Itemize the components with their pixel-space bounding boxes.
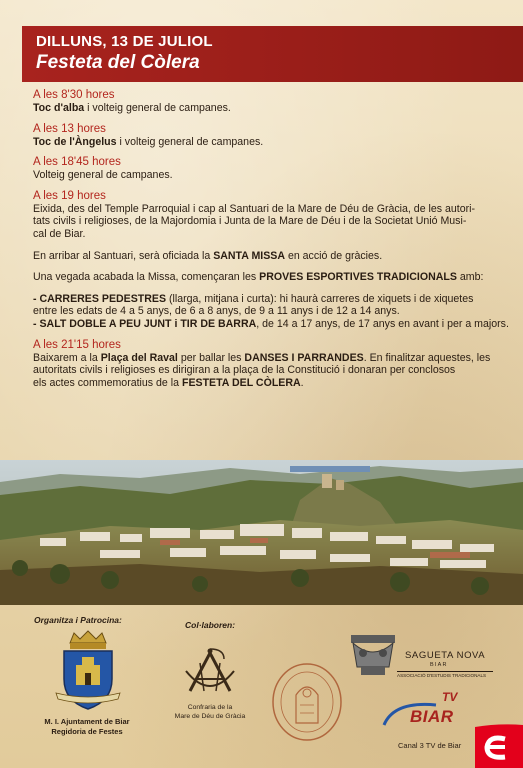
entry-text [33, 250, 513, 263]
text-span: els actes commemoratius de la [33, 376, 182, 389]
entry-highlight: Toc de l'Àngelus [33, 135, 117, 148]
text-span: Baixarem a la [33, 351, 101, 364]
text-span: . En finalitzar aquestes, les [363, 351, 491, 364]
entry-highlight: - SALT DOBLE A PEU JUNT i TIR DE BARRA [33, 317, 257, 330]
entry-text [33, 318, 513, 331]
sagueta-name: SAGUETA NOVA [405, 650, 486, 661]
entry-time: A les 8'30 hores [33, 89, 115, 101]
list-dash: - [33, 292, 40, 305]
program-date: DILLUNS, 13 DE JULIOL [36, 33, 213, 50]
corner-brand-icon [475, 723, 523, 768]
entry-text: tats civils i religioses, de la Majordomia i Junta de la Mare de Déu i de la Societat Unió Musi- [33, 215, 467, 228]
entry-time: A les 13 hores [33, 122, 106, 135]
schedule-entry [33, 122, 513, 149]
panorama-illustration [0, 460, 523, 605]
text-span: (llarga, mitjana i curta): hi haurà carreres de xiquets i de xiquetes [166, 292, 474, 305]
schedule-entry [33, 155, 513, 182]
header-banner [22, 26, 523, 82]
sagueta-association: ASSOCIACIÓ D'ESTUDIS TRADICIONALS [397, 671, 493, 678]
entry-text [33, 377, 513, 390]
sagueta-capital-icon [347, 631, 399, 679]
entry-time: A les 19 hores [33, 189, 106, 202]
entry-text: Eixida, des del Temple Parroquial i cap al Santuari de la Mare de Déu de Gràcia, de les autori- [33, 202, 476, 215]
entry-text: autoritats civils i religioses es dirigiran a la plaça de la Constitució i donaran per conclosos [33, 364, 456, 377]
entry-time: A les 21'15 hores [33, 338, 121, 351]
entry-highlight: SANTA MISSA [213, 249, 285, 262]
entry-text [33, 102, 513, 115]
entry-highlight: Plaça del Raval [100, 351, 178, 364]
entry-time: A les 18'45 hores [33, 156, 121, 169]
organitza-label: Organitza i Patrocina: [34, 615, 122, 625]
text-span: amb: [456, 271, 484, 284]
schedule-entry [33, 88, 513, 115]
entry-text: entre les edats de 4 a 5 anys, de 6 a 8 anys, de 9 a 11 anys i de 12 a 14 anys. [33, 305, 400, 318]
entry-highlight: DANSES I PARRANDES [244, 351, 364, 364]
entry-description: i volteig general de campanes. [84, 102, 231, 114]
confraria-monogram-icon [180, 645, 240, 701]
tv-label: TV [442, 690, 458, 704]
text-span: Una vegada acabada la Missa, començaran les [33, 271, 260, 284]
town-panorama-photo [0, 460, 523, 605]
text-span: en acció de gràcies. [285, 249, 383, 262]
text-span: En arribar al Santuari, serà oficiada la [33, 249, 214, 262]
program-title: Festeta del Còlera [36, 52, 200, 73]
entry-text: Volteig general de campanes. [33, 169, 173, 182]
confraria-line1: Confraria de la [187, 704, 233, 711]
schedule [33, 88, 513, 389]
santuari-stamp-icon [270, 661, 344, 743]
footer-sponsors [0, 605, 523, 768]
entry-highlight: PROVES ESPORTIVES TRADICIONALS [259, 271, 457, 284]
confraria-line2: Mare de Déu de Gràcia [174, 713, 246, 720]
entry-highlight: Toc d'alba [33, 102, 85, 114]
entry-description: i volteig general de campanes. [116, 135, 264, 148]
schedule-entry [33, 189, 513, 331]
ajuntament-name: M. I. Ajuntament de Biar [44, 717, 130, 726]
sagueta-city: BIAR [430, 662, 448, 668]
tv-name: BIAR [410, 707, 454, 726]
ajuntament-dept: Regidoria de Festes [51, 727, 123, 736]
schedule-entry [33, 338, 513, 390]
entry-text [33, 352, 513, 365]
entry-text [33, 293, 513, 306]
entry-text [33, 271, 513, 284]
entry-highlight: FESTETA DEL CÒLERA [181, 376, 301, 389]
tv-biar-logo [380, 690, 484, 733]
entry-highlight: CARRERES PEDESTRES [39, 292, 167, 305]
biar-coat-of-arms-icon [52, 629, 124, 713]
entry-text: cal de Biar. [33, 227, 86, 240]
text-span: , de 14 a 17 anys, de 17 anys en avant i per a majors. [256, 317, 509, 330]
canal-caption: Canal 3 TV de Biar [398, 741, 462, 750]
collaboren-label: Col·laboren: [185, 620, 236, 630]
text-span: . [300, 376, 304, 389]
text-span: per ballar les [177, 351, 245, 364]
entry-text [33, 136, 513, 149]
